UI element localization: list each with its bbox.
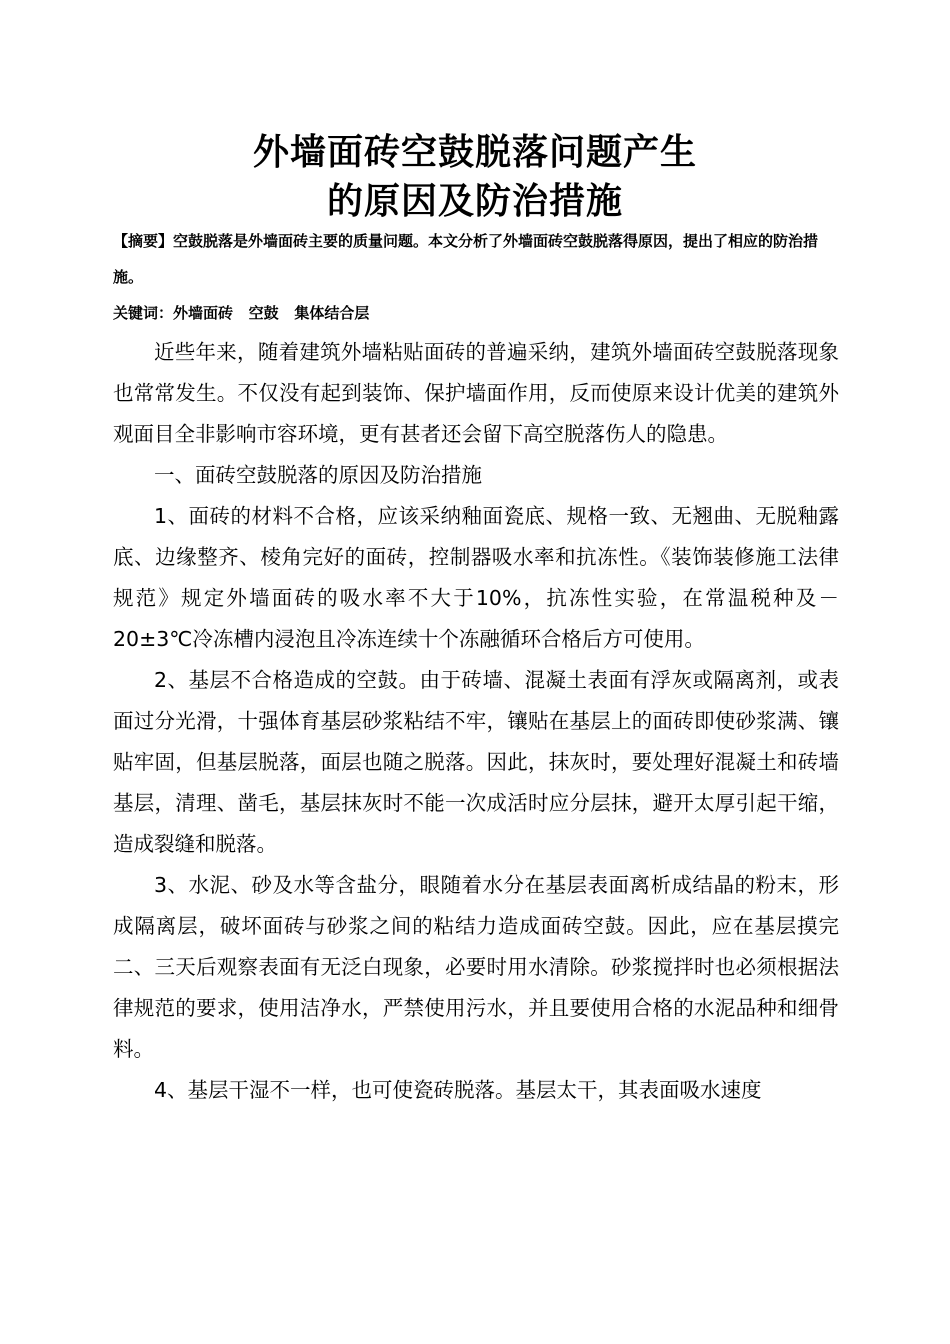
paragraph-item-1: 1、面砖的材料不合格，应该采纳釉面瓷底、规格一致、无翘曲、无脱釉露底、边缘整齐、棱角完好的面砖，控制器吸水率和抗冻性。《装饰装修施工法律规范》规定外墙面砖的吸水率不大于10%，抗冻性实验，在常温税种及－20±3℃冷冻槽内浸泡且冷冻连续十个冻融循环合格后方可使用。 bbox=[113, 504, 839, 651]
body-text bbox=[113, 332, 839, 1111]
keywords: 关键词：外墙面砖 空鼓 集体结合层 bbox=[113, 304, 370, 322]
document-title-line-2: 的原因及防治措施 bbox=[326, 180, 623, 222]
paragraph-item-2: 2、基层不合格造成的空鼓。由于砖墙、混凝土表面有浮灰或隔离剂，或表面过分光滑，十强体育基层砂浆粘结不牢，镶贴在基层上的面砖即使砂浆满、镶贴牢固，但基层脱落，面层也随之脱落。因此，抹灰时，要处理好混凝土和砖墙基层，清理、凿毛，基层抹灰时不能一次成活时应分层抹，避开太厚引起干缩，造成裂缝和脱落。 bbox=[113, 668, 839, 856]
paragraph-intro: 近些年来，随着建筑外墙粘贴面砖的普遍采纳，建筑外墙面砖空鼓脱落现象也常常发生。不仅没有起到装饰、保护墙面作用，反而使原来设计优美的建筑外观面目全非影响市容环境，更有甚者还会留下高空脱落伤人的隐患。 bbox=[113, 340, 839, 446]
section-heading: 一、面砖空鼓脱落的原因及防治措施 bbox=[154, 463, 482, 487]
paragraph-item-3: 3、水泥、砂及水等含盐分，眼随着水分在基层表面离析成结晶的粉末，形成隔离层，破坏面砖与砂浆之间的粘结力造成面砖空鼓。因此，应在基层摸完二、三天后观察表面有无泛白现象，必要时用水清除。砂浆搅拌时也必须根据法律规范的要求，使用洁净水，严禁使用污水，并且要使用合格的水泥品种和细骨料。 bbox=[113, 873, 839, 1061]
abstract: 【摘要】空鼓脱落是外墙面砖主要的质量问题。本文分析了外墙面砖空鼓脱落得原因，提出了相应的防治措施。 bbox=[113, 232, 819, 286]
paragraph-item-4: 4、基层干湿不一样，也可使瓷砖脱落。基层太干，其表面吸水速度 bbox=[154, 1078, 762, 1102]
document-title-line-1: 外墙面砖空鼓脱落问题产生 bbox=[252, 131, 697, 173]
